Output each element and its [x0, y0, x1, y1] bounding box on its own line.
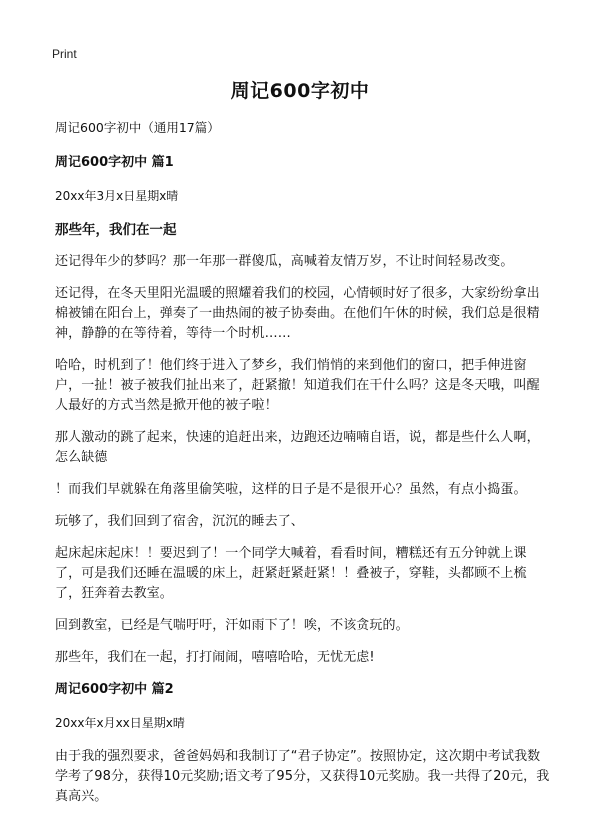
paragraph: 回到教室，已经是气喘吁吁，汗如雨下了！唉，不该贪玩的。 [55, 618, 409, 633]
paragraph: 那些年，我们在一起，打打闹闹，嘻嘻哈哈，无忧无虑! [55, 650, 375, 665]
paragraph: 还记得，在冬天里阳光温暖的照耀着我们的校园，心情顿时好了很多，大家纷纷拿出棉被铺在阳台上，弹奏了一曲热闹的被子协奏曲。在他们午休的时候，我们总是很精神，静静的在等待着，等待一个时机…… [55, 286, 540, 341]
paragraph: 由于我的强烈要求，爸爸妈妈和我制订了“君子协定”。按照协定，这次期中考试我数学考了98分，获得10元奖励;语文考了95分，又获得10元奖励。我一共得了20元，我真高兴。 [55, 749, 550, 804]
section-2 [55, 680, 550, 807]
document-subtitle: 周记600字初中（通用17篇） [55, 120, 220, 135]
paragraph: 那人激动的跳了起来，快速的追赶出来，边跑还边喃喃自语，说，都是些什么人啊，怎么缺德 [55, 430, 540, 465]
section-1 [55, 153, 550, 668]
document-body [55, 118, 550, 819]
paragraph: 哈哈，时机到了！他们终于进入了梦乡，我们悄悄的来到他们的窗口，把手伸进窗户，一扯！被子被我们扯出来了，赶紧撤！知道我们在干什么吗？这是冬天哦，叫醒人最好的方式当然是掀开他的被子啦！ [55, 358, 540, 413]
section-date: 20xx年3月x日星期x晴 [55, 189, 179, 203]
essay-title: 那些年，我们在一起 [55, 222, 177, 238]
paragraph: 起床起床起床！！要迟到了！一个同学大喊着，看看时间，糟糕还有五分钟就上课了，可是我们还睡在温暖的床上，赶紧赶紧赶紧！！叠被子，穿鞋，头都顾不上梳了，狂奔着去教室。 [55, 546, 527, 601]
paragraph: 玩够了，我们回到了宿舍，沉沉的睡去了、 [55, 514, 304, 529]
section-date: 20xx年x月xx日星期x晴 [55, 716, 185, 730]
section-heading: 周记600字初中 篇1 [55, 155, 174, 170]
paragraph: ！而我们早就躲在角落里偷笑啦，这样的日子是不是很开心？虽然，有点小捣蛋。 [55, 482, 527, 497]
document-title: 周记600字初中 [230, 80, 370, 102]
print-link[interactable]: Print [52, 47, 77, 61]
paragraph: 还记得年少的梦吗？那一年那一群傻瓜，高喊着友情万岁，不让时间轻易改变。 [55, 254, 514, 269]
section-heading: 周记600字初中 篇2 [55, 682, 174, 697]
